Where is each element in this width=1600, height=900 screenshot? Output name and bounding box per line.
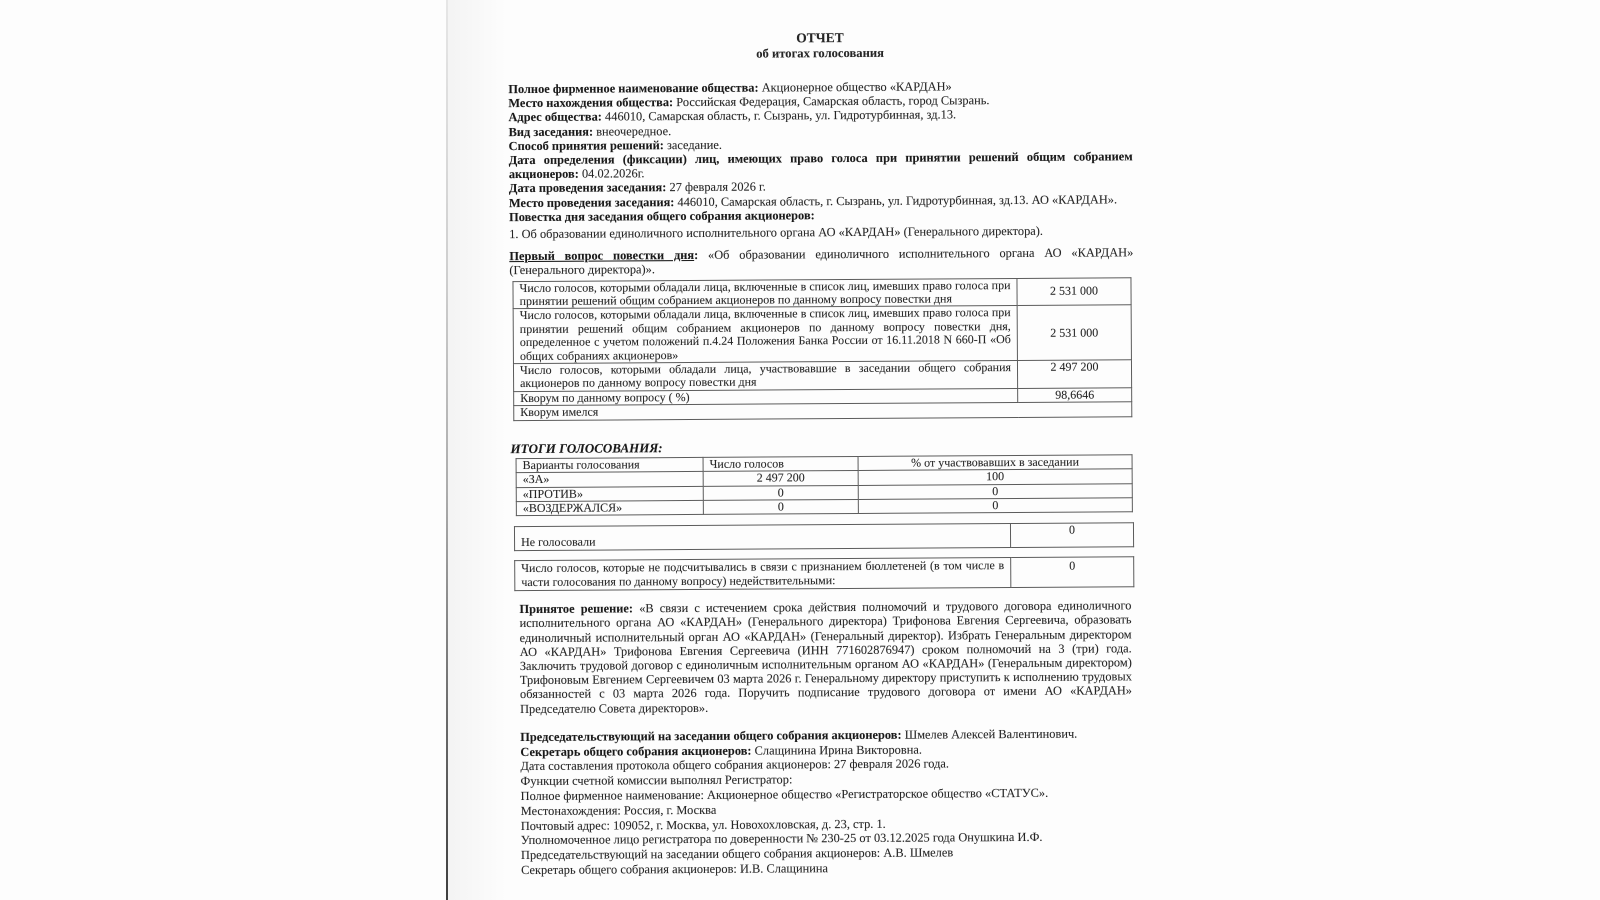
field-value: 04.02.2026г. bbox=[581, 166, 645, 181]
row-label: Число голосов, которыми обладали лица, участвовавшие в заседании общего собрания акционеров по данному вопросу повестки дня bbox=[513, 361, 1017, 392]
table-row bbox=[513, 305, 1131, 363]
header-fields bbox=[508, 78, 1133, 224]
field-value: внеочередное. bbox=[596, 123, 672, 139]
row-label: Кворум по данному вопросу ( %) bbox=[514, 388, 1018, 405]
votes-cell: 0 bbox=[703, 499, 858, 514]
column-header-percent: % от участвовавших в заседании bbox=[858, 455, 1132, 471]
table-row bbox=[513, 277, 1131, 309]
table-row bbox=[514, 402, 1132, 420]
row-label: Число голосов, которые не подсчитывались в связи с признанием бюллетеней (в том числе в части голосования по данному вопросу) недействительными: bbox=[515, 558, 1011, 591]
field-label: Место проведения заседания: bbox=[508, 194, 675, 210]
question-separator: : bbox=[694, 248, 709, 263]
footer-line: Функции счетной комиссии выполнял Регистратор: bbox=[520, 772, 793, 789]
table-row bbox=[513, 360, 1131, 392]
field-label: Повестка дня заседания общего собрания акционеров: bbox=[509, 208, 815, 224]
scan-shadow bbox=[448, 0, 506, 900]
field-value: Российская Федерация, Самарская область, город Сызрань. bbox=[676, 93, 990, 110]
decision-text: «В связи с истечением срока действия полномочий и трудового договора единоличного исполнительного органа АО «КАРДАН» (Генерального директора) Трифонова Евгения Сергеевича, образовать единоличный исполнительный орган АО «КАРДАН» (Генеральный директор). Избрать Генеральным директором АО «КАРДАН» Трифонова Евгения Сергеевича (ИНН 771602876947) сроком полномочий на 3 (три) года. Заключить трудовой договор с единоличным исполнительным органом АО «КАРДАН» (Генеральным директором) Трифоновым Евгением Сергеевичем 03 марта 2026 г. Генеральному директору приступить к исполнению трудовых обязанностей с 03 марта 2026 года. Поручить подписание трудового договора от имени АО «КАРДАН» Председателю Совета директоров». bbox=[519, 598, 1133, 716]
percent-cell: 0 bbox=[858, 483, 1132, 499]
agenda-item: 1. Об образовании единоличного исполнительного органа АО «КАРДАН» (Генерального директора). bbox=[509, 223, 1044, 242]
invalid-ballots-table bbox=[514, 557, 1134, 592]
footer-line: Председательствующий на заседании общего собрания акционеров: А.В. Шмелев bbox=[520, 845, 954, 863]
footer-value: Слащинина Ирина Викторовна. bbox=[754, 742, 922, 758]
option-cell: «ЗА» bbox=[516, 472, 703, 488]
row-value: 2 531 000 bbox=[1017, 277, 1131, 306]
field-value: 27 февраля 2026 г. bbox=[669, 179, 766, 195]
field-label: Полное фирменное наименование общества: bbox=[508, 80, 759, 97]
row-value: 2 531 000 bbox=[1017, 305, 1131, 360]
option-cell: «ПРОТИВ» bbox=[516, 486, 703, 502]
decision-paragraph bbox=[519, 598, 1132, 715]
percent-cell: 0 bbox=[858, 498, 1132, 514]
footer-block bbox=[520, 726, 1137, 878]
report-title: ОТЧЕТ bbox=[796, 30, 844, 46]
row-value: 0 bbox=[1011, 557, 1134, 588]
footer-line: Секретарь общего собрания акционеров: И.В. Слащинина bbox=[521, 861, 829, 877]
footer-line: Дата составления протокола общего собрания акционеров: 27 февраля 2026 года. bbox=[520, 756, 950, 774]
field-value: заседание. bbox=[666, 137, 723, 152]
field-value: 446010, Самарская область, г. Сызрань, ул. Гидротурбинная, зд.13. bbox=[604, 107, 957, 124]
results-heading: ИТОГИ ГОЛОСОВАНИЯ: bbox=[510, 439, 663, 456]
footer-label: Секретарь общего собрания акционеров: bbox=[520, 743, 752, 759]
results-table bbox=[516, 454, 1133, 516]
row-label: Не голосовали bbox=[514, 524, 1010, 551]
field-label: Место нахождения общества: bbox=[508, 95, 674, 111]
field-label: Дата определения (фиксации) лиц, имеющих право голоса при принятии решений общим собранием акционеров: bbox=[508, 149, 1133, 182]
field-agenda-heading bbox=[509, 206, 1133, 224]
footer-line: Местонахождения: Россия, г. Москва bbox=[520, 802, 717, 818]
field-label: Дата проведения заседания: bbox=[508, 180, 667, 196]
decision-label: Принятое решение: bbox=[519, 601, 634, 617]
field-label: Вид заседания: bbox=[508, 124, 594, 139]
votes-cell: 2 497 200 bbox=[703, 471, 858, 486]
table-row bbox=[514, 523, 1133, 551]
row-value: 98,6646 bbox=[1018, 388, 1132, 403]
field-label: Адрес общества: bbox=[508, 109, 602, 125]
field-value: 446010, Самарская область, г. Сызрань, ул. Гидротурбинная, зд.13. АО «КАРДАН». bbox=[677, 192, 1118, 209]
footer-line: Полное фирменное наименование: Акционерное общество «Регистраторское общество «СТАТУС». bbox=[520, 785, 1049, 803]
column-header-votes: Число голосов bbox=[703, 456, 858, 471]
footer-line: Почтовый адрес: 109052, г. Москва, ул. Новохохловская, д. 23, стр. 1. bbox=[520, 816, 886, 833]
field-value: Акционерное общество «КАРДАН» bbox=[761, 79, 952, 95]
row-label: Число голосов, которыми обладали лица, включенные в список лиц, имевших право голоса при принятии решений общим собранием акционеров по данному вопросу повестки дня bbox=[513, 278, 1017, 309]
footer-label: Председательствующий на заседании общего собрания акционеров: bbox=[520, 727, 902, 744]
question-label: Первый вопрос повестки дня bbox=[509, 248, 695, 264]
votes-cell: 0 bbox=[703, 485, 858, 500]
column-header-options: Варианты голосования bbox=[516, 457, 703, 473]
report-subtitle: об итогах голосования bbox=[756, 45, 884, 61]
row-value: 0 bbox=[1010, 523, 1133, 548]
not-voted-table bbox=[514, 523, 1134, 552]
row-label: Число голосов, которыми обладали лица, включенные в список лиц, имевших право голоса при принятии решений общим собранием акционеров по данному вопросу повестки дня, определенное с учетом положений п.4.24 Положения Банка России от 16.11.2018 N 660-П «Об общих собраниях акционеров» bbox=[513, 306, 1017, 364]
table-row bbox=[515, 557, 1134, 591]
percent-cell: 100 bbox=[858, 469, 1132, 485]
option-cell: «ВОЗДЕРЖАЛСЯ» bbox=[516, 500, 703, 516]
question-text: «Об образовании единоличного исполнительного органа АО «КАРДАН» (Генерального директора)». bbox=[509, 245, 1134, 278]
quorum-note: Кворум имелся bbox=[514, 402, 1132, 420]
quorum-table bbox=[512, 277, 1132, 421]
footer-value: Шмелев Алексей Валентинович. bbox=[904, 726, 1078, 742]
table-row bbox=[516, 498, 1132, 516]
report-document bbox=[508, 28, 1137, 878]
field-label: Способ принятия решений: bbox=[508, 137, 664, 153]
field-record-date bbox=[509, 149, 1133, 181]
footer-line: Уполномоченное лицо регистратора по доверенности № 230-25 от 03.12.2025 года Онушкина И.Ф. bbox=[520, 830, 1043, 848]
question-heading bbox=[509, 246, 1133, 278]
row-value: 2 497 200 bbox=[1017, 360, 1131, 389]
